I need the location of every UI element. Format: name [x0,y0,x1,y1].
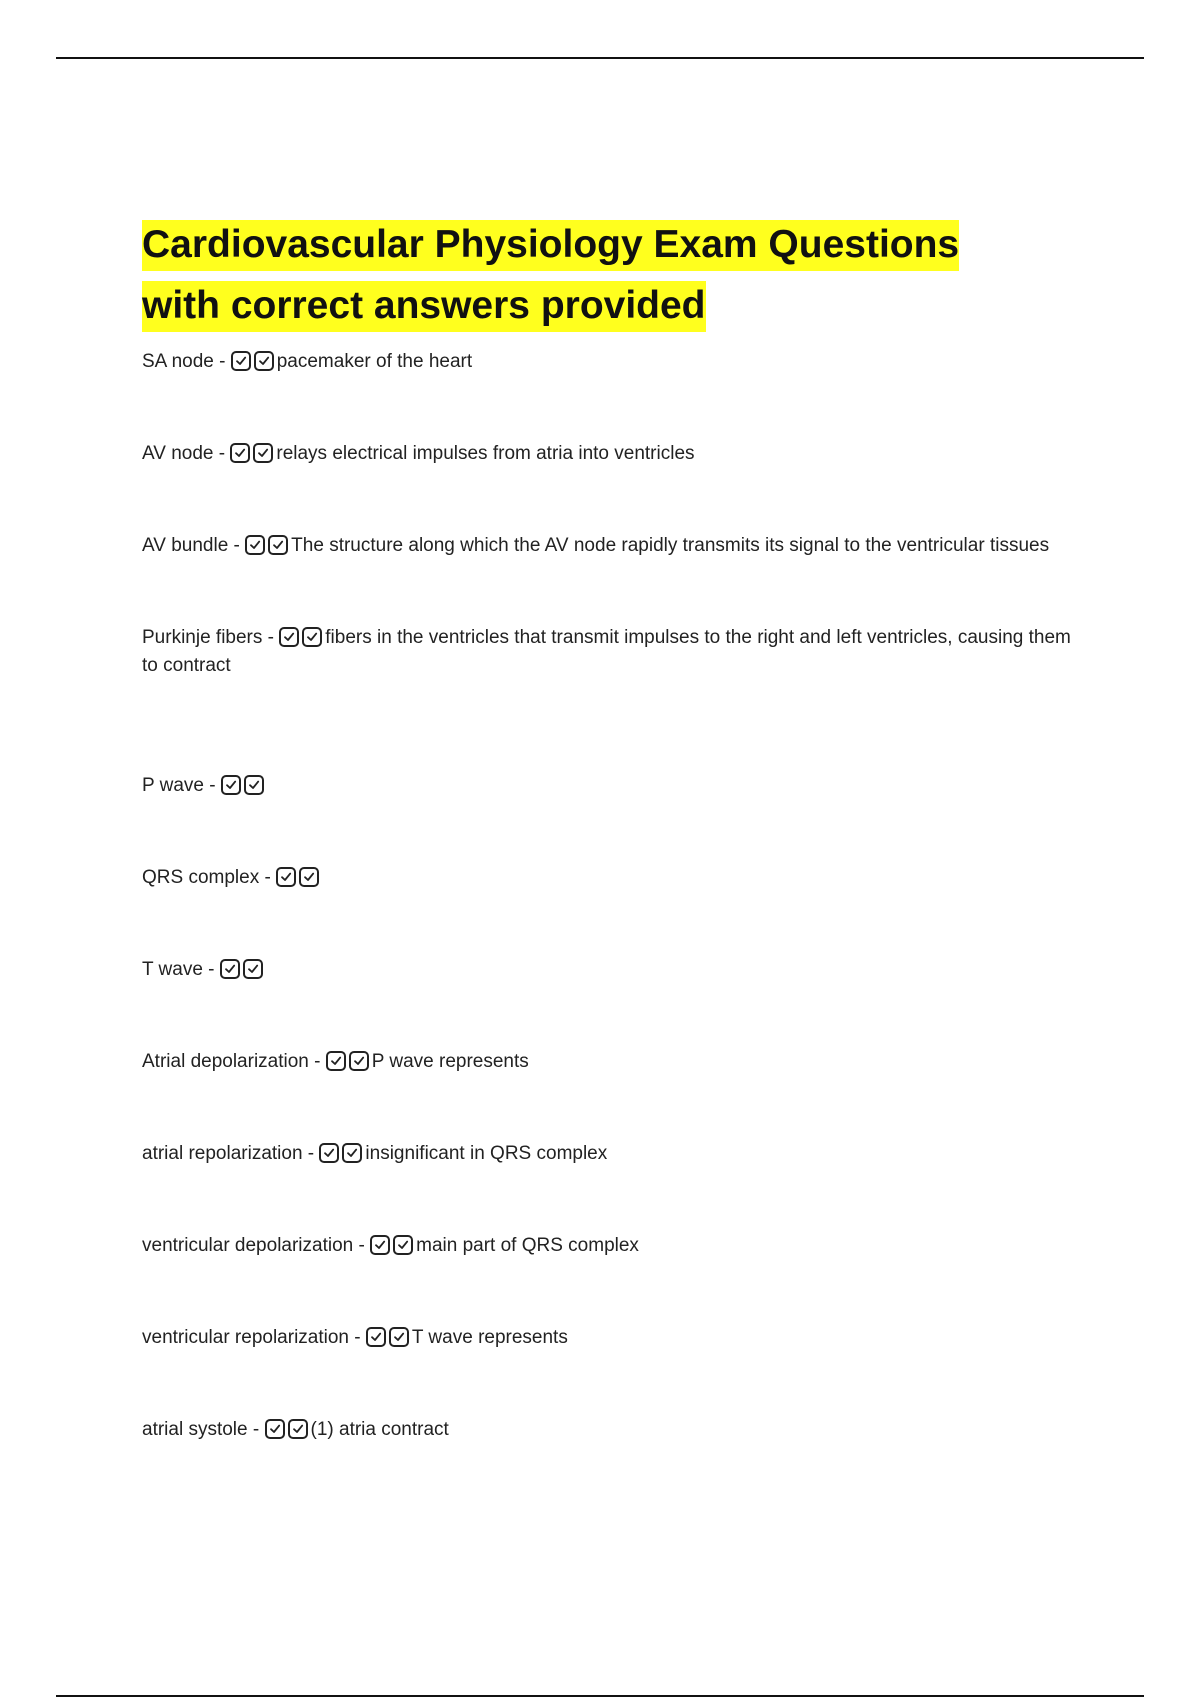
checkbox-checked-icon [302,627,322,647]
checkbox-checked-icon [366,1327,386,1347]
entry-separator: - [247,1419,265,1440]
document-body [142,214,1072,1444]
entry-definition: pacemaker of the heart [276,351,473,372]
entry-separator: - [353,1235,371,1256]
title-line-2: with correct answers provided [142,281,706,332]
entry-term: T wave [142,959,203,980]
checkbox-checked-icon [276,867,296,887]
checkbox-checked-icon [265,1419,285,1439]
title-line-1: Cardiovascular Physiology Exam Questions [142,220,959,271]
qa-entry [142,440,1072,468]
entry-term: SA node [142,351,214,372]
entry-definition: The structure along which the AV node rapidly transmits its signal to the ventricular tissues [291,535,1050,556]
checkbox-checked-icon [221,775,241,795]
qa-entry [142,864,1072,892]
entry-definition: insignificant in QRS complex [365,1143,608,1164]
entry-separator: - [262,627,280,648]
entry-definition: P wave represents [371,1051,529,1072]
entry-term: Atrial depolarization [142,1051,309,1072]
entry-term: atrial repolarization [142,1143,303,1164]
footer-rule [56,1695,1144,1697]
entry-term: ventricular repolarization [142,1327,349,1348]
checkbox-checked-icon [349,1051,369,1071]
checkbox-checked-icon [231,351,251,371]
entry-separator: - [203,775,221,796]
entry-term: P wave [142,775,204,796]
entry-separator: - [349,1327,366,1348]
entry-separator: - [259,867,277,888]
entry-separator: - [228,535,246,556]
page-title [142,214,1072,336]
checkbox-checked-icon [370,1235,390,1255]
entry-separator: - [302,1143,320,1164]
entry-definition: T wave represents [411,1327,568,1348]
checkbox-checked-icon [393,1235,413,1255]
entry-term: atrial systole [142,1419,248,1440]
entry-definition: (1) atria contract [310,1419,449,1440]
checkbox-checked-icon [230,443,250,463]
checkbox-checked-icon [326,1051,346,1071]
entry-definition: main part of QRS complex [416,1235,639,1256]
entry-separator: - [308,1051,326,1072]
checkbox-checked-icon [254,351,274,371]
qa-entry [142,1232,1072,1260]
header-rule [56,57,1144,59]
entry-term: ventricular depolarization [142,1235,354,1256]
qa-entry [142,1048,1072,1076]
checkbox-checked-icon [299,867,319,887]
entry-separator: - [213,351,231,372]
qa-entry [142,1324,1072,1352]
qa-entry [142,956,1072,984]
qa-entry [142,1416,1072,1444]
entry-term: AV bundle [142,535,229,556]
entry-term: Purkinje fibers [142,627,263,648]
qa-list [142,348,1072,1444]
entry-separator: - [202,959,220,980]
entry-separator: - [213,443,231,464]
qa-entry [142,624,1072,680]
entry-definition: fibers in the ventricles that transmit impulses to the right and left ventricles, causing them to contract [142,627,1071,676]
checkbox-checked-icon [389,1327,409,1347]
checkbox-checked-icon [279,627,299,647]
qa-entry [142,348,1072,376]
checkbox-checked-icon [243,959,263,979]
checkbox-checked-icon [244,775,264,795]
checkbox-checked-icon [245,535,265,555]
checkbox-checked-icon [268,535,288,555]
checkbox-checked-icon [220,959,240,979]
entry-term: QRS complex [142,867,260,888]
qa-entry [142,532,1072,560]
entry-definition: relays electrical impulses from atria into ventricles [276,443,695,464]
checkbox-checked-icon [342,1143,362,1163]
qa-entry [142,772,1072,800]
entry-term: AV node [142,443,214,464]
checkbox-checked-icon [288,1419,308,1439]
qa-entry [142,1140,1072,1168]
checkbox-checked-icon [319,1143,339,1163]
checkbox-checked-icon [253,443,273,463]
